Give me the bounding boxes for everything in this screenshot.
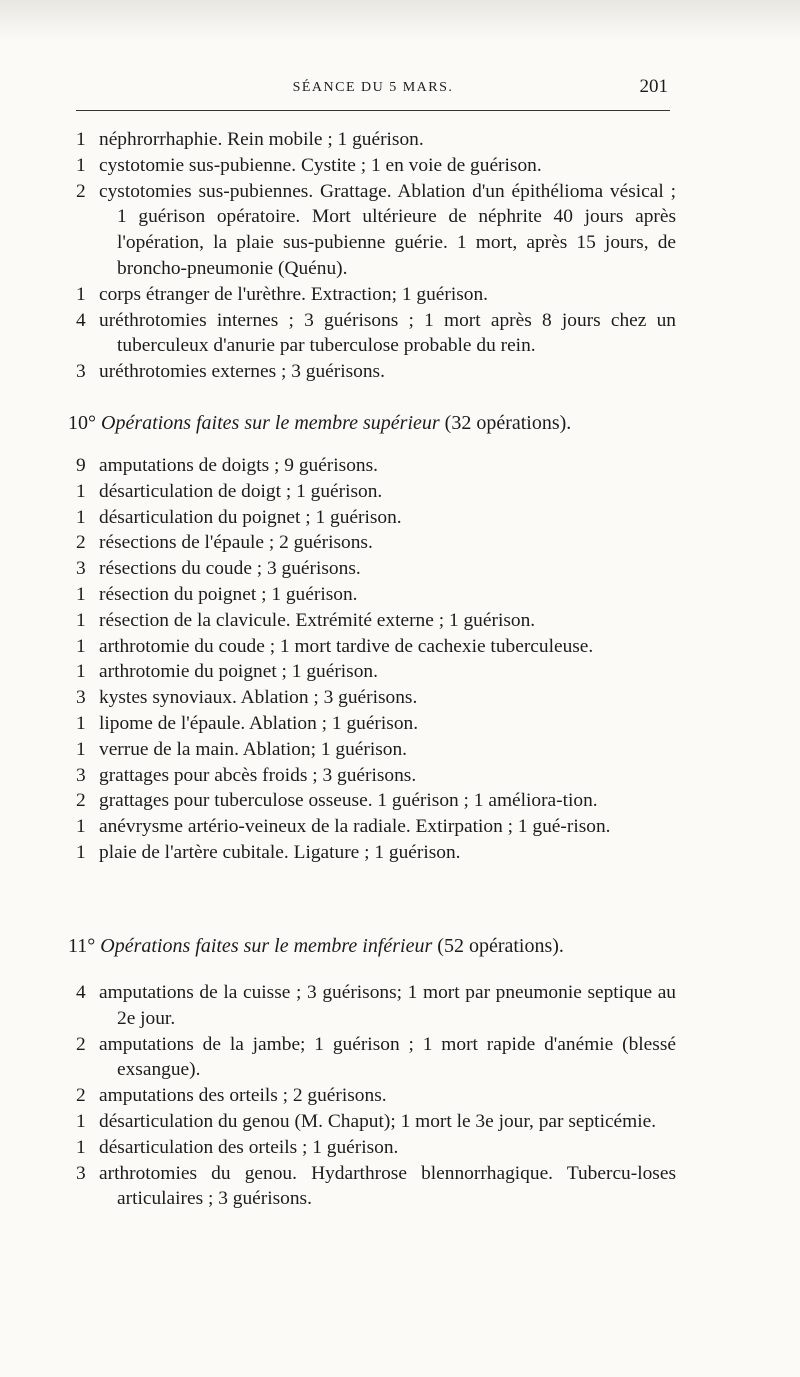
entry-text: lipome de l'épaule. Ablation ; 1 guérison. (99, 712, 419, 734)
entry-text: désarticulation de doigt ; 1 guérison. (99, 480, 383, 502)
section-heading-lower-limb (68, 933, 678, 959)
list-item (76, 737, 676, 763)
entry-text: amputations de doigts ; 9 guérisons. (99, 455, 378, 476)
section-count: (32 opérations). (444, 412, 572, 434)
running-title: SÉANCE DU 5 MARS. (292, 80, 454, 95)
entries-block-upper-limb (76, 453, 676, 866)
entry-text: uréthrotomies internes ; 3 guérisons ; 1 mort après 8 jours chez un tuberculeux d'anurie par tuberculose probable du rein. (99, 309, 676, 357)
entry-count: 1 (76, 816, 86, 838)
entry-count: 1 (76, 635, 86, 657)
entry-text: kystes synoviaux. Ablation ; 3 guérisons. (99, 687, 418, 709)
list-item (76, 505, 676, 531)
entry-text: cystotomies sus-pubiennes. Grattage. Ablation d'un épithélioma vésical ; 1 guérison opératoire. Mort ultérieure de néphrite 40 jours après l'opération, la plaie sus-pubienne guérie. 1 mort, après 15 jours, de broncho-pneumonie (Quénu). (99, 180, 676, 279)
list-item (76, 659, 676, 685)
page-number: 201 (639, 76, 668, 97)
entry-text: verrue de la main. Ablation; 1 guérison. (99, 738, 408, 760)
entries-block-lower-limb (76, 980, 676, 1212)
list-item (76, 1161, 676, 1213)
entry-text: néphrorrhaphie. Rein mobile ; 1 guérison. (99, 129, 424, 150)
list-item (76, 980, 676, 1032)
section-number: 10° (68, 412, 96, 434)
list-item (76, 608, 676, 634)
entry-count: 3 (76, 687, 86, 709)
entry-count: 1 (76, 1136, 86, 1158)
entry-text: désarticulation du genou (M. Chaput); 1 mort le 3e jour, par septicémie. (99, 1110, 657, 1132)
entry-count: 1 (76, 506, 86, 528)
entry-text: amputations de la jambe; 1 guérison ; 1 mort rapide d'anémie (blessé exsangue). (99, 1033, 676, 1081)
list-item (76, 359, 676, 385)
entry-count: 1 (76, 283, 86, 305)
list-item (76, 582, 676, 608)
list-item (76, 179, 676, 282)
entry-text: arthrotomie du coude ; 1 mort tardive de cachexie tuberculeuse. (99, 635, 594, 657)
entry-count: 3 (76, 558, 86, 580)
list-item (76, 763, 676, 789)
entry-text: plaie de l'artère cubitale. Ligature ; 1 guérison. (99, 841, 461, 863)
header-rule (76, 110, 670, 111)
list-item (76, 788, 676, 814)
entry-count: 2 (76, 1085, 86, 1107)
entry-text: résection du poignet ; 1 guérison. (99, 583, 358, 605)
entry-count: 1 (76, 712, 86, 734)
entry-count: 1 (76, 129, 86, 150)
entry-count: 2 (76, 1033, 86, 1055)
entry-count: 1 (76, 583, 86, 605)
list-item (76, 1109, 676, 1135)
list-item (76, 479, 676, 505)
entry-text: cystotomie sus-pubienne. Cystite ; 1 en voie de guérison. (99, 154, 542, 176)
list-item (76, 282, 676, 308)
list-item (76, 711, 676, 737)
entry-text: résection de la clavicule. Extrémité externe ; 1 guérison. (99, 609, 536, 631)
entry-text: arthrotomie du poignet ; 1 guérison. (99, 661, 378, 683)
list-item (76, 1135, 676, 1161)
entry-text: résections du coude ; 3 guérisons. (99, 558, 361, 580)
list-item (76, 1083, 676, 1109)
entry-count: 1 (76, 738, 86, 760)
list-item (76, 1032, 676, 1084)
entry-text: résections de l'épaule ; 2 guérisons. (99, 532, 373, 554)
entry-text: grattages pour tuberculose osseuse. 1 guérison ; 1 améliora-tion. (99, 790, 598, 812)
list-item (76, 308, 676, 360)
entry-text: uréthrotomies externes ; 3 guérisons. (99, 361, 385, 383)
section-title: Opérations faites sur le membre supérieur (101, 412, 440, 434)
entry-count: 1 (76, 661, 86, 683)
list-item (76, 556, 676, 582)
entry-count: 3 (76, 361, 86, 383)
entry-text: anévrysme artério-veineux de la radiale. Extirpation ; 1 gué-rison. (99, 816, 611, 838)
entry-count: 1 (76, 841, 86, 863)
entry-text: grattages pour abcès froids ; 3 guérisons. (99, 764, 417, 786)
entry-count: 1 (76, 480, 86, 502)
list-item (76, 685, 676, 711)
running-head (76, 76, 670, 104)
section-title: Opérations faites sur le membre inférieur (100, 935, 433, 957)
entry-count: 4 (76, 982, 86, 1003)
entries-block-urinary (76, 127, 676, 385)
entry-count: 1 (76, 609, 86, 631)
list-item (76, 634, 676, 660)
page-edge-shading (0, 0, 800, 40)
entry-count: 3 (76, 1162, 86, 1184)
section-count: (52 opérations). (437, 935, 564, 957)
entry-count: 2 (76, 532, 86, 554)
entry-count: 1 (76, 154, 86, 176)
list-item (76, 453, 676, 479)
entry-count: 2 (76, 180, 86, 202)
entry-count: 4 (76, 309, 86, 331)
section-number: 11° (68, 935, 96, 957)
entry-text: arthrotomies du genou. Hydarthrose blennorrhagique. Tubercu-loses articulaires ; 3 guérisons. (99, 1162, 676, 1210)
entry-count: 1 (76, 1110, 86, 1132)
entry-count: 2 (76, 790, 86, 812)
entry-text: amputations des orteils ; 2 guérisons. (99, 1085, 387, 1107)
list-item (76, 530, 676, 556)
entry-text: amputations de la cuisse ; 3 guérisons; 1 mort par pneumonie septique au 2e jour. (99, 982, 676, 1029)
entry-text: corps étranger de l'urèthre. Extraction; 1 guérison. (99, 283, 489, 305)
list-item (76, 840, 676, 866)
list-item (76, 814, 676, 840)
list-item (76, 127, 676, 153)
entry-count: 3 (76, 764, 86, 786)
list-item (76, 153, 676, 179)
entry-text: désarticulation du poignet ; 1 guérison. (99, 506, 402, 528)
entry-count: 9 (76, 455, 86, 476)
entry-text: désarticulation des orteils ; 1 guérison. (99, 1136, 399, 1158)
section-heading-upper-limb (68, 410, 678, 436)
